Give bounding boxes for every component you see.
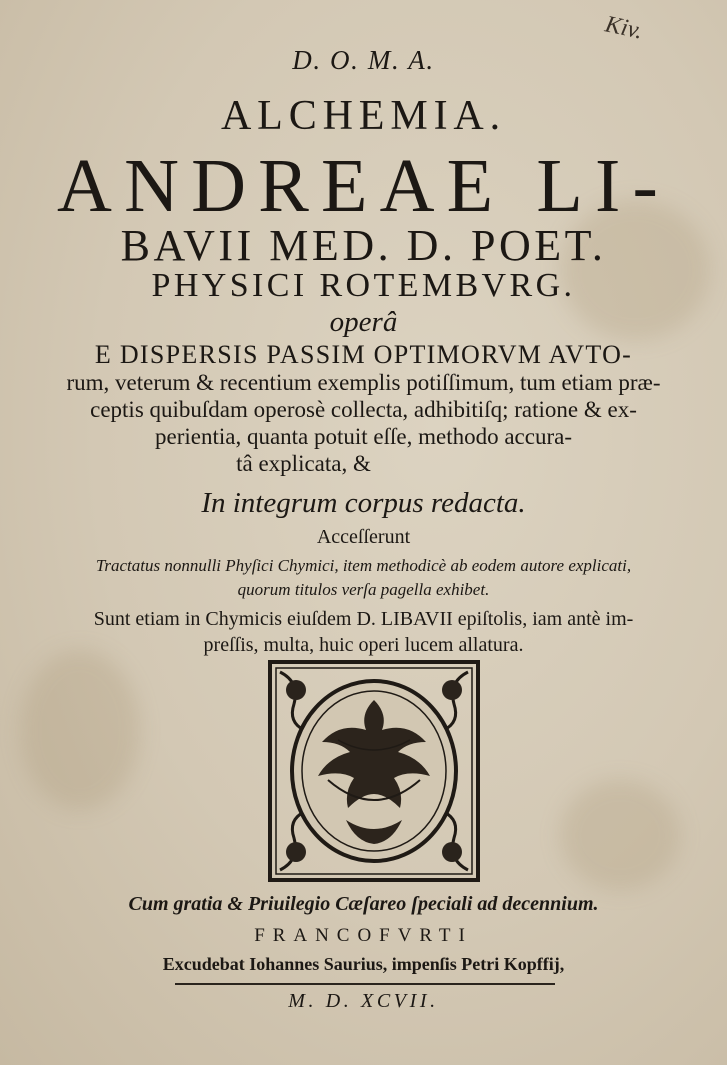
author-line-1: ANDREAE LI-	[57, 144, 670, 228]
printer-line: Excudebat Iohannes Saurius, impenſis Petri Kopffij,	[162, 954, 565, 974]
epistolis-line-1: Sunt etiam in Chymicis eiuſdem D. LIBAVII epiſtolis, iam antè im-	[93, 608, 634, 630]
city-line: FRANCOFVRTI	[254, 925, 473, 946]
printers-device-woodcut	[268, 660, 480, 882]
year-line: M. D. XCVII.	[288, 990, 439, 1012]
description-line-5: tâ explicata, &	[236, 451, 371, 476]
work-title: ALCHEMIA.	[220, 93, 507, 139]
tractatus-line-2: quorum titulos verſa pagella exhibet.	[237, 580, 490, 599]
tractatus-line-1: Tractatus nonnulli Phyſici Chymici, item methodicè ab eodem autore explicati,	[95, 556, 632, 575]
author-line-2: BAVII MED. D. POET.	[120, 221, 607, 270]
author-line-3: PHYSICI ROTEMBVRG.	[151, 267, 576, 304]
epistolis-line-2: preſſis, multa, huic operi lucem allatura.	[203, 634, 524, 656]
description-line-3: ceptis quibuſdam operosè collecta, adhibitiſq; ratione & ex-	[90, 397, 637, 422]
redacta-line: In integrum corpus redacta.	[201, 487, 526, 519]
stain	[560, 780, 680, 890]
handwritten-annotation: Kiv.	[602, 11, 645, 45]
description-line-2: rum, veterum & recentium exemplis potiſſimum, tum etiam præ-	[66, 370, 661, 395]
rule-divider	[175, 983, 555, 985]
invocation: D. O. M. A.	[292, 45, 435, 75]
description-line-4: perientia, quanta potuit eſſe, methodo accura-	[154, 424, 573, 449]
opera-word: operâ	[329, 306, 398, 338]
description-line-1: E DISPERSIS PASSIM OPTIMORVM AVTO-	[94, 340, 633, 369]
accesserunt-line: Acceſſerunt	[316, 526, 411, 548]
privilege-line: Cum gratia & Priuilegio Cæſareo ſpeciali ad decennium.	[128, 893, 599, 915]
stain	[20, 650, 140, 810]
